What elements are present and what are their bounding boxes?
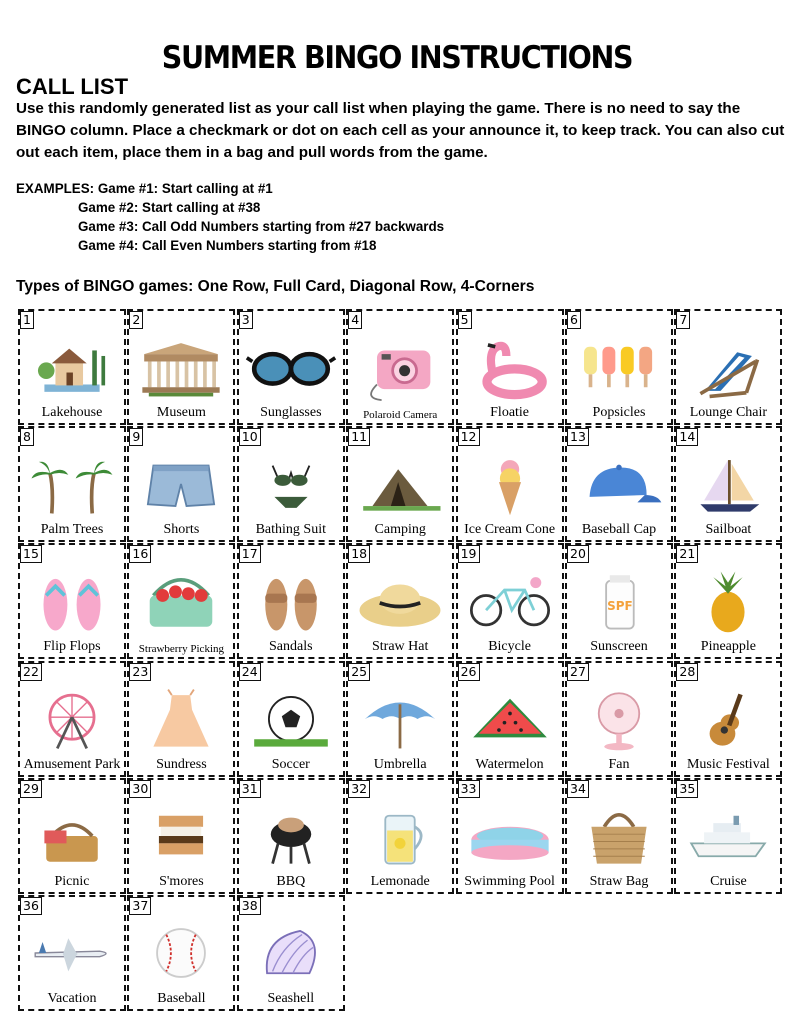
ferris-wheel-icon xyxy=(26,683,118,755)
cell-number: 34 xyxy=(567,780,589,798)
cell-label: Soccer xyxy=(271,756,310,772)
swimsuit-icon xyxy=(245,448,337,520)
bingo-cell xyxy=(346,543,454,659)
cell-label: Lemonade xyxy=(370,873,430,889)
shorts-icon xyxy=(135,448,227,520)
watermelon-icon xyxy=(464,683,556,755)
cell-label: Ice Cream Cone xyxy=(464,522,556,538)
cell-label: Seashell xyxy=(267,991,315,1006)
sailboat-icon xyxy=(682,448,774,520)
cell-number: 25 xyxy=(348,663,370,681)
popsicle-icon xyxy=(573,331,665,403)
cell-number: 6 xyxy=(567,311,581,329)
cell-number: 12 xyxy=(458,428,480,446)
bingo-cell xyxy=(674,543,782,659)
cell-number: 14 xyxy=(676,428,698,446)
bicycle-icon xyxy=(464,565,556,637)
bingo-cell xyxy=(674,426,782,542)
bingo-cell xyxy=(127,426,235,542)
cell-label: Camping xyxy=(374,522,426,538)
cell-number: 30 xyxy=(129,780,151,798)
cell-label: Baseball Cap xyxy=(581,522,657,538)
cell-label: Fan xyxy=(608,756,630,772)
picnic-icon xyxy=(26,800,118,872)
svg-text:SPF: SPF xyxy=(607,599,633,614)
cell-label: Popsicles xyxy=(592,405,646,420)
cell-label: Polaroid Camera xyxy=(363,409,438,421)
cell-label: Lakehouse xyxy=(41,405,103,420)
example-line: Game #4: Call Even Numbers starting from #18 xyxy=(78,238,377,253)
cell-label: Flip Flops xyxy=(43,639,101,655)
bingo-cell xyxy=(237,543,345,659)
cell-number: 17 xyxy=(239,545,261,563)
sunglasses-icon xyxy=(245,331,337,403)
bingo-cell xyxy=(127,543,235,659)
baseball-icon xyxy=(135,917,227,989)
cell-label: Picnic xyxy=(54,873,90,889)
bingo-cell xyxy=(127,309,235,425)
cell-label: Bathing Suit xyxy=(255,522,326,538)
grill-icon xyxy=(245,800,337,872)
bingo-cell xyxy=(237,309,345,425)
cell-label: Umbrella xyxy=(373,756,427,772)
cell-label: Palm Trees xyxy=(40,522,104,538)
bingo-cell xyxy=(456,309,564,425)
cell-number: 15 xyxy=(20,545,42,563)
cell-number: 4 xyxy=(348,311,362,329)
bingo-cell xyxy=(674,661,782,777)
cell-number: 5 xyxy=(458,311,472,329)
cell-number: 11 xyxy=(348,428,370,446)
cell-label: Sailboat xyxy=(705,522,752,538)
seashell-icon xyxy=(245,917,337,989)
cell-number: 20 xyxy=(567,545,589,563)
bingo-cell xyxy=(127,661,235,777)
cell-label: Watermelon xyxy=(475,756,544,772)
cell-number: 23 xyxy=(129,663,151,681)
cell-number: 33 xyxy=(458,780,480,798)
cell-label: Vacation xyxy=(47,991,97,1006)
cell-label: Lounge Chair xyxy=(689,405,768,420)
soccer-ball-icon xyxy=(245,683,337,755)
bingo-cell xyxy=(565,543,673,659)
bingo-cell xyxy=(18,778,126,894)
bingo-cell xyxy=(565,309,673,425)
cell-number: 28 xyxy=(676,663,698,681)
bag-icon xyxy=(573,800,665,872)
cell-label: Cruise xyxy=(710,873,747,889)
bingo-cell xyxy=(456,778,564,894)
bingo-cell xyxy=(456,426,564,542)
bingo-cell xyxy=(237,895,345,1011)
bingo-cell xyxy=(456,543,564,659)
cell-label: Baseball xyxy=(157,991,206,1006)
sandal-icon xyxy=(245,565,337,637)
museum-icon xyxy=(135,331,227,403)
cell-number: 24 xyxy=(239,663,261,681)
bingo-cell xyxy=(674,309,782,425)
cell-number: 29 xyxy=(20,780,42,798)
bingo-cell xyxy=(565,426,673,542)
cell-label: Sunscreen xyxy=(590,639,648,655)
bingo-cell xyxy=(18,426,126,542)
cell-label: Music Festival xyxy=(686,756,770,772)
cell-number: 36 xyxy=(20,897,42,915)
bingo-cell xyxy=(18,543,126,659)
bingo-cell xyxy=(237,426,345,542)
cell-label: BBQ xyxy=(276,873,306,889)
cell-number: 38 xyxy=(239,897,261,915)
flipflop-icon xyxy=(26,565,118,637)
cell-number: 31 xyxy=(239,780,261,798)
bingo-call-grid xyxy=(18,309,784,1013)
cell-label: Straw Hat xyxy=(371,639,429,655)
cell-number: 1 xyxy=(20,311,34,329)
cell-label: Museum xyxy=(156,405,206,420)
bingo-cell xyxy=(346,426,454,542)
bingo-cell xyxy=(346,309,454,425)
dress-icon xyxy=(135,683,227,755)
cell-number: 7 xyxy=(676,311,690,329)
bingo-cell xyxy=(237,661,345,777)
lemonade-icon xyxy=(354,800,446,872)
example-line: Game #3: Call Odd Numbers starting from #27 backwards xyxy=(78,219,445,234)
ship-icon xyxy=(682,800,774,872)
guitar-icon xyxy=(682,683,774,755)
page-title: SUMMER BINGO INSTRUCTIONS xyxy=(161,40,633,76)
bingo-cell xyxy=(237,778,345,894)
basket-icon xyxy=(135,565,227,637)
cell-label: Sundress xyxy=(156,756,207,772)
cell-number: 18 xyxy=(348,545,370,563)
cell-label: Swimming Pool xyxy=(464,873,555,889)
call-list-heading: CALL LIST xyxy=(16,74,129,99)
cell-label: Floatie xyxy=(490,405,530,420)
cell-number: 9 xyxy=(129,428,143,446)
bingo-cell xyxy=(565,661,673,777)
bingo-cell xyxy=(674,778,782,894)
cell-label: Strawberry Picking xyxy=(138,643,224,656)
chair-icon xyxy=(682,331,774,403)
cap-icon xyxy=(573,448,665,520)
cell-number: 10 xyxy=(239,428,261,446)
airplane-icon xyxy=(26,917,118,989)
game-types-line: Types of BINGO games: One Row, Full Card, Diagonal Row, 4-Corners xyxy=(16,278,535,295)
smores-icon xyxy=(135,800,227,872)
cell-label: Amusement Park xyxy=(23,756,121,772)
palm-icon xyxy=(26,448,118,520)
bingo-cell xyxy=(346,778,454,894)
cell-label: Shorts xyxy=(163,522,200,538)
examples-list xyxy=(16,179,444,255)
cell-number: 27 xyxy=(567,663,589,681)
fan-icon xyxy=(573,683,665,755)
bingo-cell xyxy=(127,778,235,894)
floatie-icon xyxy=(464,331,556,403)
cell-number: 26 xyxy=(458,663,480,681)
bingo-cell xyxy=(127,895,235,1011)
tent-icon xyxy=(354,448,446,520)
cell-number: 16 xyxy=(129,545,151,563)
icecream-icon xyxy=(464,448,556,520)
cell-number: 32 xyxy=(348,780,370,798)
pineapple-icon xyxy=(682,565,774,637)
cell-number: 21 xyxy=(676,545,698,563)
cell-label: Bicycle xyxy=(488,639,531,655)
example-line: Game #2: Start calling at #38 xyxy=(78,200,261,215)
cell-label: Sunglasses xyxy=(260,405,322,420)
cell-number: 22 xyxy=(20,663,42,681)
cell-number: 35 xyxy=(676,780,698,798)
instructions-paragraph: Use this randomly generated list as your call list when playing the game. There is no need to say the BINGO column. Place a checkmark or dot on each cell as your announce it, to keep track. You can also cut out each item, place them in a bag and pull words from the game. xyxy=(16,100,785,161)
cell-number: 3 xyxy=(239,311,253,329)
bingo-cell xyxy=(456,661,564,777)
cell-number: 13 xyxy=(567,428,589,446)
cell-number: 8 xyxy=(20,428,34,446)
bingo-cell xyxy=(18,895,126,1011)
cell-number: 2 xyxy=(129,311,143,329)
umbrella-icon xyxy=(354,683,446,755)
cell-label: Pineapple xyxy=(700,639,756,655)
bingo-cell xyxy=(18,309,126,425)
cell-label: S'mores xyxy=(159,873,204,889)
camera-icon xyxy=(354,331,446,403)
pool-icon xyxy=(464,800,556,872)
cell-label: Sandals xyxy=(269,639,313,655)
example-line: EXAMPLES: Game #1: Start calling at #1 xyxy=(16,181,273,196)
cell-number: 19 xyxy=(458,545,480,563)
bingo-cell xyxy=(565,778,673,894)
bingo-cell xyxy=(346,661,454,777)
hat-icon xyxy=(354,565,446,637)
house-icon xyxy=(26,331,118,403)
bingo-cell xyxy=(18,661,126,777)
cell-label: Straw Bag xyxy=(589,873,649,889)
sunscreen-icon xyxy=(573,565,665,637)
cell-number: 37 xyxy=(129,897,151,915)
